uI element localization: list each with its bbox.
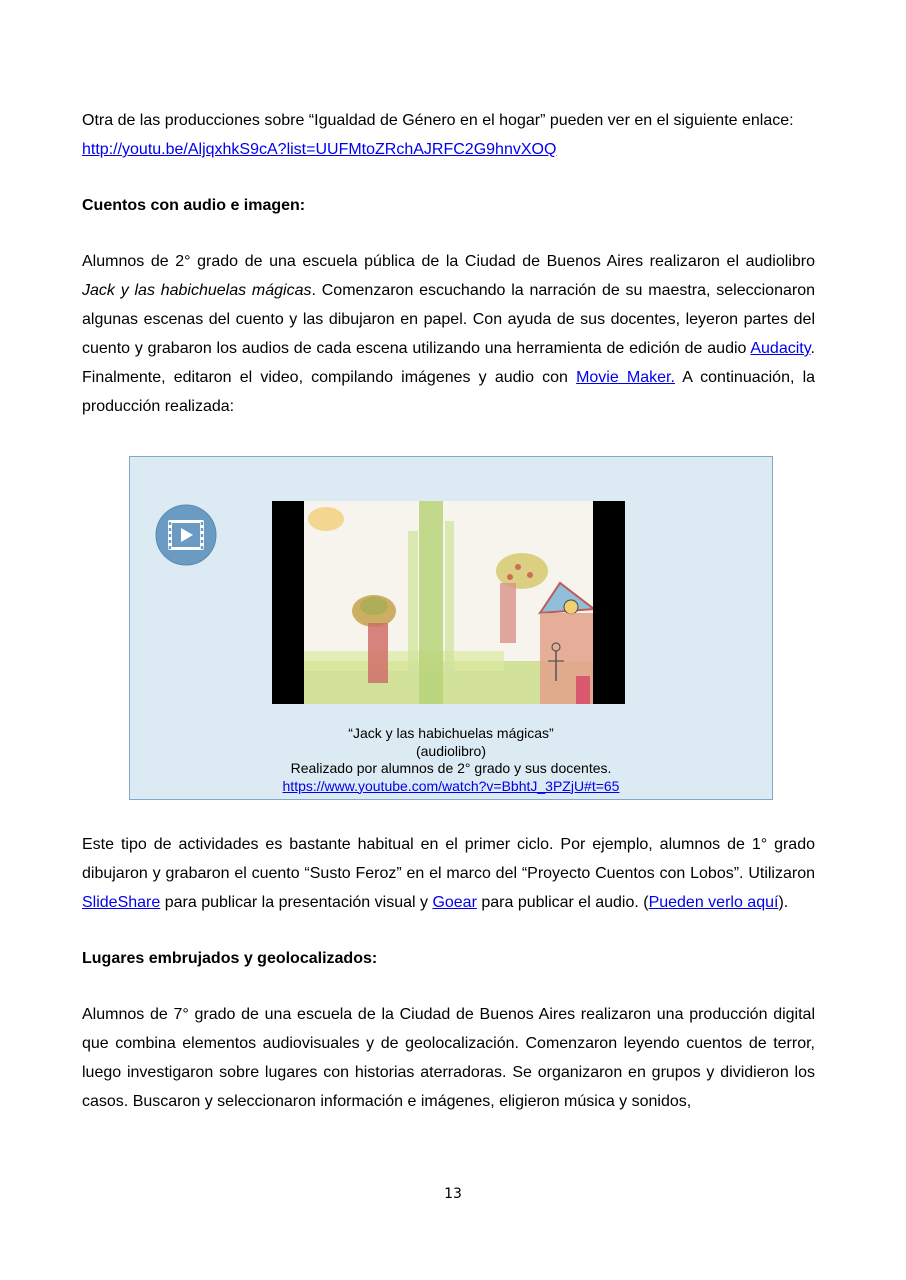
cuentos-text-4: A continuación, la producción realizada: xyxy=(82,369,816,415)
pueden-verlo-link[interactable]: Pueden verlo aquí xyxy=(648,894,779,911)
goear-link[interactable]: Goear xyxy=(432,894,477,911)
section-heading-lugares: Lugares embrujados y geolocalizados: xyxy=(82,950,378,967)
caption-youtube-link[interactable]: https://www.youtube.com/watch?v=BbhtJ_3PZjU#t=65 xyxy=(282,777,620,794)
video-embed-box xyxy=(129,456,773,800)
cuentos-text-2: . Comenzaron escuchando la narración de su maestra, seleccionaron algunas escenas del cuento y las dibujaron en papel. Con ayuda de sus docentes, leyeron partes del cuento y grabaron los audios de cada escena utilizando una herramienta de edición de audio xyxy=(82,282,815,357)
lugares-paragraph: Alumnos de 7° grado de una escuela de la Ciudad de Buenos Aires realizaron una producción digital que combina elementos audiovisuales y de geolocalización. Comenzaron leyendo cuentos de terror, luego investigaron sobre lugares con historias aterradoras. Se organizaron en grupos y dividieron los casos. Buscaron y seleccionaron información e imágenes, eligieron música y sonidos, xyxy=(82,1006,815,1110)
susto-text-4: ). xyxy=(778,894,789,911)
video-thumbnail[interactable] xyxy=(272,501,625,704)
audacity-link[interactable]: Audacity xyxy=(750,340,811,357)
intro-text: Otra de las producciones sobre “Igualdad de Género en el hogar” pueden ver en el siguiente enlace: xyxy=(82,112,794,129)
caption-title: “Jack y las habichuelas mágicas” xyxy=(348,725,554,741)
caption-credit: Realizado por alumnos de 2° grado y sus docentes. xyxy=(290,760,612,776)
page-bottom-content xyxy=(82,830,815,1116)
intro-youtube-link[interactable]: http://youtu.be/AljqxhkS9cA?list=UUFMtoZRchAJRFC2G9hnvXOQ xyxy=(82,141,557,158)
video-caption xyxy=(130,725,772,795)
page-number: 13 xyxy=(444,1186,462,1202)
susto-text-3: para publicar el audio. ( xyxy=(476,894,649,911)
page-top-content xyxy=(82,106,815,421)
cuentos-paragraph xyxy=(82,247,815,421)
intro-paragraph xyxy=(82,106,815,164)
section-heading-cuentos: Cuentos con audio e imagen: xyxy=(82,197,306,214)
movie-maker-link[interactable]: Movie Maker. xyxy=(576,369,675,386)
susto-text-1: Este tipo de actividades es bastante habitual en el primer ciclo. Por ejemplo, alumnos de 1° grado dibujaron y grabaron el cuento “Susto Feroz” en el marco del “Proyecto Cuentos con Lobos”. Utilizaron xyxy=(82,836,815,882)
slideshare-link[interactable]: SlideShare xyxy=(82,894,161,911)
child-drawing-image xyxy=(304,501,593,704)
susto-text-2: para publicar la presentación visual y xyxy=(160,894,433,911)
book-title-italic: Jack y las habichuelas mágicas xyxy=(82,282,312,299)
cuentos-text-3: . Finalmente, editaron el video, compilando imágenes y audio con xyxy=(82,340,815,386)
video-play-icon[interactable] xyxy=(155,504,217,566)
caption-subtitle: (audiolibro) xyxy=(415,742,487,759)
cuentos-text-1: Alumnos de 2° grado de una escuela pública de la Ciudad de Buenos Aires realizaron el audiolibro xyxy=(82,253,815,270)
susto-feroz-paragraph xyxy=(82,830,815,917)
